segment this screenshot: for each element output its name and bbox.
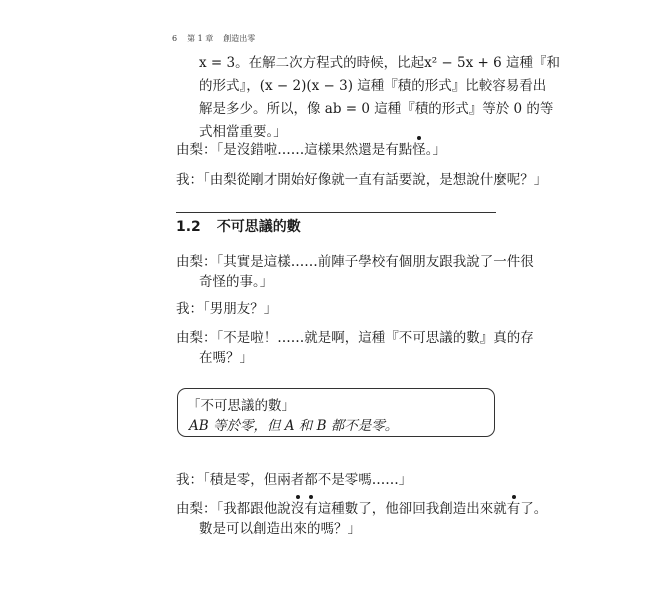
intro-line: 解是多少。所以，像 ab = 0 這種『積的形式』等於 0 的等 [199,101,554,117]
chapter-label: 第 1 章 [187,34,214,43]
speaker-yuri: 由梨： [176,254,217,270]
speaker-yuri: 由梨： [176,501,217,517]
section-rule [176,212,496,213]
speaker-me: 我： [176,472,203,488]
dialogue-line [176,327,534,349]
speaker-yuri: 由梨： [176,142,217,158]
definition-title: 「不可思議的數」 [187,398,295,414]
emphasis-dot-char: 有 [507,498,521,520]
intro-paragraph [199,52,560,144]
dialogue-text: 「是沒錯啦……這樣果然還是有點 [216,142,413,158]
intro-line: 式相當重要。」 [199,124,287,140]
definition-box [177,388,495,437]
dialogue-line [176,169,548,191]
dialogue-text: 「男朋友？」 [203,301,278,317]
dialogue-text: 這種數了，他卻回我創造出來就 [317,501,507,517]
dialogue-text: 「我都跟他說 [216,501,291,517]
section-heading [176,216,301,236]
definition-body: AB 等於零，但 A 和 B 都不是零。 [189,418,399,434]
dialogue-text: 「積是零，但兩者都不是零嗎……」 [203,472,413,488]
dialogue-text: 數是可以創造出來的嗎？」 [199,521,361,537]
intro-line: 的形式』，(x − 2)(x − 3) 這種『積的形式』比較容易看出 [199,78,547,94]
emphasis-dot-char: 怪 [412,139,426,161]
emphasis-dot-char: 沒 [291,498,305,520]
dialogue-line [176,139,496,161]
dialogue-line [176,251,534,273]
page-number: 6 [172,34,178,43]
running-header [172,33,265,44]
dialogue-text: 。」 [425,142,446,158]
chapter-title: 創造出零 [223,34,256,43]
dialogue-text: 在嗎？」 [199,350,253,366]
section-number: 1.2 [176,219,201,235]
dialogue-continuation [199,518,499,541]
dialogue-continuation [199,271,499,294]
dialogue-line [176,498,548,520]
dialogue-text: 了。 [520,501,548,517]
dialogue-line [176,298,496,320]
dialogue-text: 「不是啦！……就是啊，這種『不可思議的數』真的存 [216,330,534,346]
section-title: 不可思議的數 [216,219,301,235]
dialogue-text: 奇怪的事。」 [199,274,274,290]
speaker-me: 我： [176,172,203,188]
dialogue-text: 「其實是這樣……前陣子學校有個朋友跟我說了一件很 [216,254,534,270]
dialogue-text: 「由梨從剛才開始好像就一直有話要說，是想說什麼呢？」 [203,172,548,188]
emphasis-dot-char: 有 [304,498,318,520]
intro-line: x = 3。在解二次方程式的時候，比起x² − 5x + 6 這種『和 [199,55,560,71]
dialogue-line [176,469,496,491]
speaker-me: 我： [176,301,203,317]
dialogue-continuation [199,347,499,370]
speaker-yuri: 由梨： [176,330,217,346]
